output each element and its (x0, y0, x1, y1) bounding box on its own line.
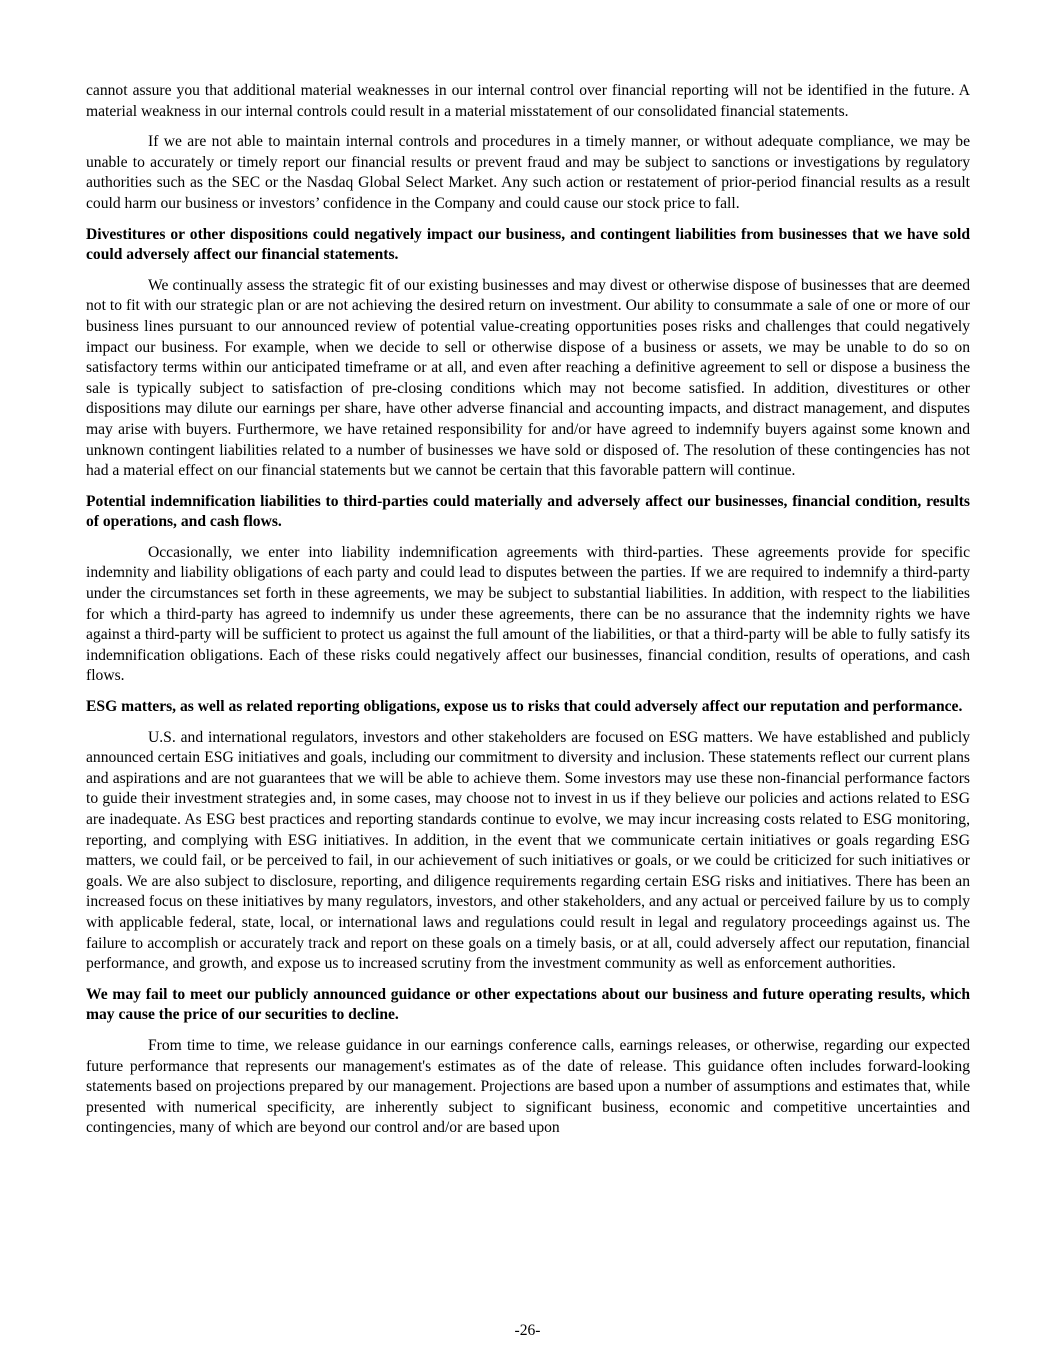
paragraph-divestitures: We continually assess the strategic fit of our existing businesses and may divest or otherwise dispose of businesses that are deemed not to fit with our strategic plan or are not achieving the desired return on investment. Our ability to consummate a sale of one or more of our business lines pursuant to our announced review of potential value-creating opportunities poses risks and challenges that could negatively impact our business. For example, when we decide to sell or otherwise dispose of a business or assets, we may be unable to do so on satisfactory terms within our anticipated timeframe or at all, and even after reaching a definitive agreement to sell or dispose a business the sale is typically subject to satisfaction of pre-closing conditions which may not become satisfied. In addition, divestitures or other dispositions may dilute our earnings per share, have other adverse financial and accounting impacts, and distract management, and disputes may arise with buyers. Furthermore, we have retained responsibility for and/or have agreed to indemnify buyers against some known and unknown contingent liabilities related to a number of businesses we have sold or disposed of. The resolution of these contingencies has not had a material effect on our financial statements but we cannot be certain that this favorable pattern will continue. (86, 276, 970, 480)
page-number: -26- (514, 1322, 541, 1339)
paragraph-continuation: cannot assure you that additional material weaknesses in our internal control over financial reporting will not be identified in the future. A material weakness in our internal controls could result in a material misstatement of our consolidated financial statements. (86, 82, 970, 120)
heading-esg: ESG matters, as well as related reporting obligations, expose us to risks that could adversely affect our reputation and performance. (86, 698, 963, 716)
heading-indemnification: Potential indemnification liabilities to third-parties could materially and adversely affect our businesses, financial condition, results of operations, and cash flows. (86, 492, 970, 531)
document-body (86, 81, 970, 1149)
heading-guidance: We may fail to meet our publicly announced guidance or other expectations about our business and future operating results, which may cause the price of our securities to decline. (86, 985, 970, 1024)
heading-divestitures: Divestitures or other dispositions could negatively impact our business, and contingent liabilities from businesses that we have sold could adversely affect our financial statements. (86, 225, 970, 264)
paragraph-esg: U.S. and international regulators, investors and other stakeholders are focused on ESG matters. We have established and publicly announced certain ESG initiatives and goals, including our commitment to diversity and inclusion. These statements reflect our current plans and aspirations and are not guarantees that we will be able to achieve them. Some investors may use these non-financial performance factors to guide their investment strategies and, in some cases, may choose not to invest in us if they believe our policies and actions related to ESG are inadequate. As ESG best practices and reporting standards continue to evolve, we may incur increasing costs related to ESG monitoring, reporting, and complying with ESG initiatives. In addition, in the event that we communicate certain initiatives or goals regarding ESG matters, we could fail, or be perceived to fail, in our achievement of such initiatives or goals, or we could be criticized for such initiatives or goals. We are also subject to disclosure, reporting, and diligence requirements regarding certain ESG risks and initiatives. There has been an increased focus on these initiatives by many regulators, investors, and other stakeholders, and any actual or perceived failure by us to comply with applicable federal, state, local, or international laws and regulations could result in legal and regulatory proceedings against us. The failure to accomplish or accurately track and report on these goals on a timely basis, or at all, could adversely affect our reputation, financial performance, and growth, and expose us to increased scrutiny from the investment community as well as enforcement authorities. (86, 728, 970, 973)
paragraph-internal-controls: If we are not able to maintain internal controls and procedures in a timely manner, or without adequate compliance, we may be unable to accurately or timely report our financial results or prevent fraud and may be subject to sanctions or investigations by regulatory authorities such as the SEC or the Nasdaq Global Select Market. Any such action or restatement of prior-period financial results as a result could harm our business or investors’ confidence in the Company and could cause our stock price to fall. (86, 133, 970, 212)
paragraph-indemnification: Occasionally, we enter into liability indemnification agreements with third-parties. These agreements provide for specific indemnity and liability obligations of each party and could lead to disputes between the parties. If we are required to indemnify a third-party under the circumstances set forth in these agreements, we may be subject to substantial liabilities. In addition, with respect to the liabilities for which a third-party has agreed to indemnify us under these agreements, there can be no assurance that the indemnity rights we have against a third-party will be sufficient to protect us against the full amount of the liabilities, or that a third-party will be able to fully satisfy its indemnification obligations. Each of these risks could negatively affect our businesses, financial condition, results of operations, and cash flows. (86, 543, 970, 685)
paragraph-guidance: From time to time, we release guidance in our earnings conference calls, earnings releases, or otherwise, regarding our expected future performance that represents our management's estimates as of the date of release. This guidance often includes forward-looking statements based on projections prepared by our management. Projections are based upon a number of assumptions and estimates that, while presented with numerical specificity, are inherently subject to significant business, economic and competitive uncertainties and contingencies, many of which are beyond our control and/or are based upon (86, 1036, 970, 1137)
